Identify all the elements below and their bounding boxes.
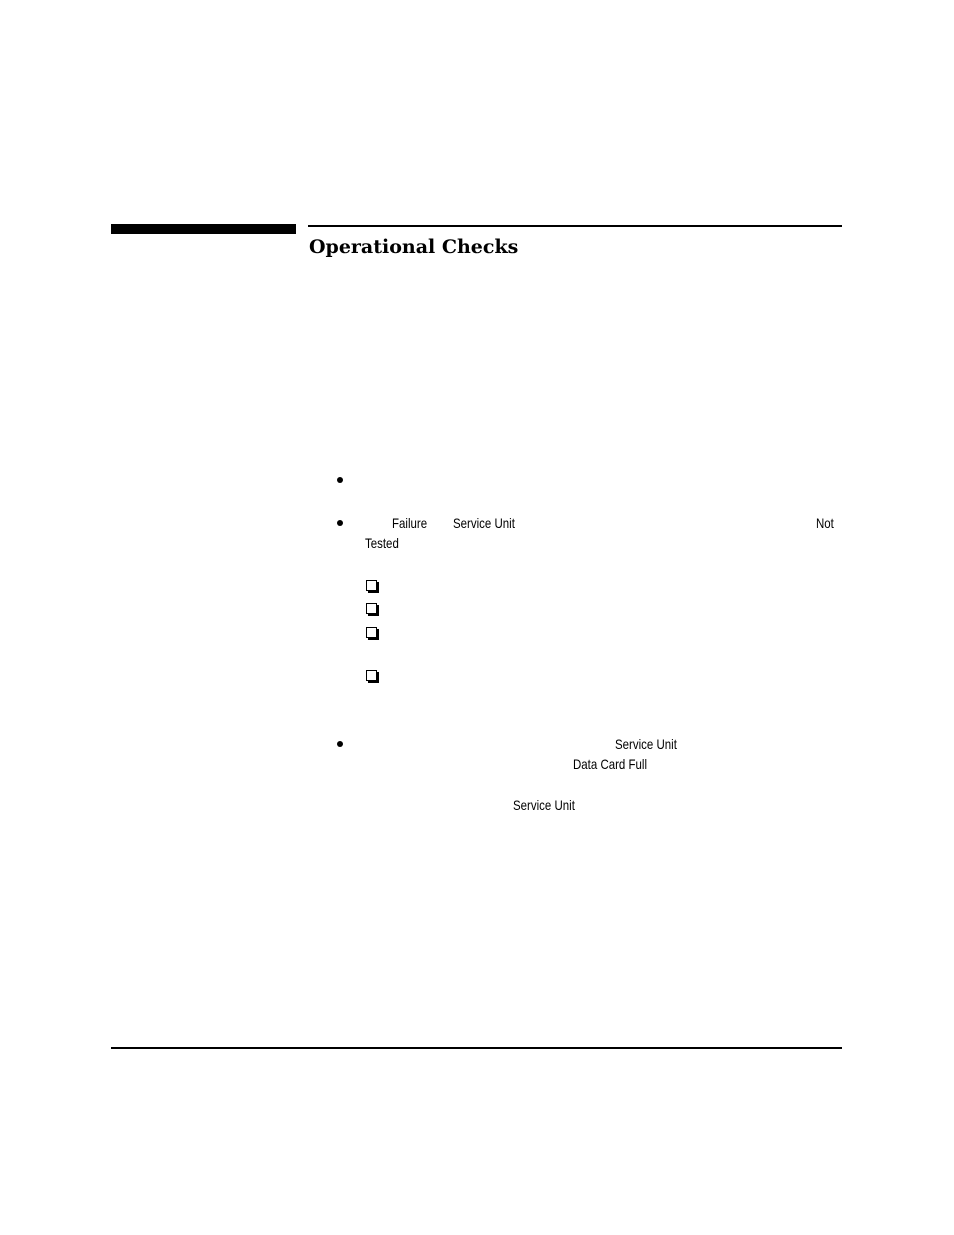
term-service-unit-3: Service Unit — [513, 797, 575, 813]
term-not: Not — [816, 515, 834, 531]
section-title: Operational Checks — [309, 236, 519, 258]
bullet-dot-2 — [337, 520, 343, 526]
term-failure: Failure — [392, 515, 428, 531]
bullet-dot-3 — [337, 741, 343, 747]
term-service-unit-2: Service Unit — [615, 736, 677, 752]
bullet-dot-1 — [337, 477, 343, 483]
checkbox-icon-1 — [366, 580, 377, 591]
term-service-unit-1: Service Unit — [453, 515, 515, 531]
checkbox-icon-3 — [366, 627, 377, 638]
section-top-rule — [308, 225, 842, 227]
section-marker-bar — [111, 224, 296, 234]
page-bottom-rule — [111, 1047, 842, 1049]
term-data-card-full: Data Card Full — [573, 756, 648, 772]
term-tested: Tested — [365, 535, 399, 551]
checkbox-icon-4 — [366, 670, 377, 681]
checkbox-icon-2 — [366, 603, 377, 614]
